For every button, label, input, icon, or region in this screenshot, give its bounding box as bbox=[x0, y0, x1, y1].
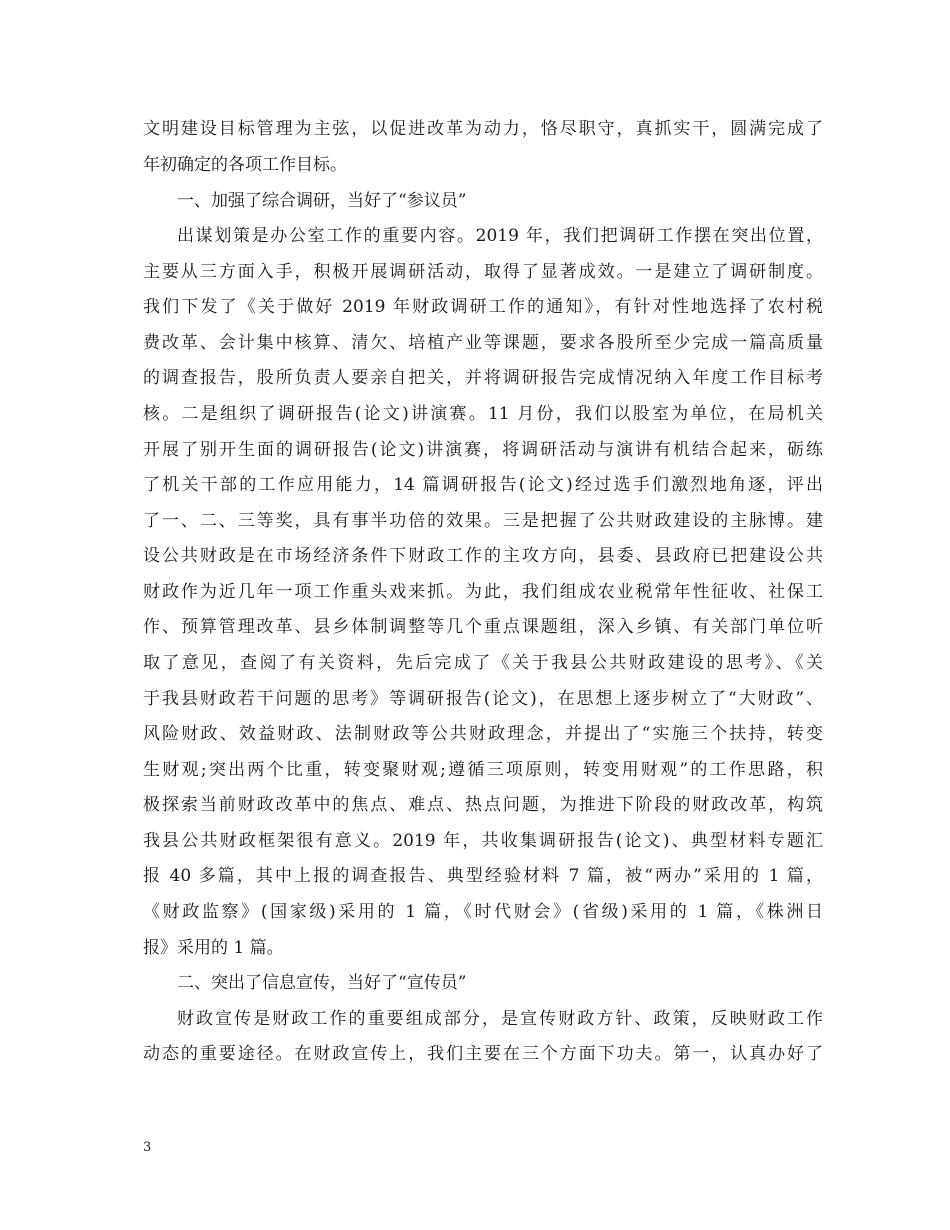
body-line: 财政宣传是财政工作的重要组成部分，是宣传财政方针、政策，反映财政工作 bbox=[177, 1009, 823, 1029]
body-line: 《财政监察》(国家级)采用的 1 篇，《时代财会》(省级)采用的 1 篇，《株洲日 bbox=[143, 902, 823, 922]
page-number: 3 bbox=[143, 1140, 152, 1155]
body-line: 于我县财政若干问题的思考》等调研报告(论文)，在思想上逐步树立了“大财政”、 bbox=[143, 689, 823, 709]
body-line: 了机关干部的工作应用能力，14 篇调研报告(论文)经过选手们激烈地角逐，评出 bbox=[143, 475, 823, 495]
body-line: 动态的重要途径。在财政宣传上，我们主要在三个方面下功夫。第一，认真办好了 bbox=[143, 1044, 823, 1064]
body-line: 开展了别开生面的调研报告(论文)讲演赛，将调研活动与演讲有机结合起来，砺练 bbox=[143, 440, 823, 460]
body-line: 了一、二、三等奖，具有事半功倍的效果。三是把握了公共财政建设的主脉博。建 bbox=[143, 511, 823, 531]
body-line: 我县公共财政框架很有意义。2019 年，共收集调研报告(论文)、典型材料专题汇 bbox=[143, 831, 823, 851]
body-line: 报 40 多篇，其中上报的调查报告、典型经验材料 7 篇，被“两办”采用的 1 篇， bbox=[143, 866, 823, 886]
body-line: 作、预算管理改革、县乡体制调整等几个重点课题组，深入乡镇、有关部门单位听 bbox=[143, 617, 823, 637]
body-line: 我们下发了《关于做好 2019 年财政调研工作的通知》，有针对性地选择了农村税 bbox=[143, 297, 823, 317]
body-line: 设公共财政是在市场经济条件下财政工作的主攻方向，县委、县政府已把建设公共 bbox=[143, 546, 823, 566]
body-line: 报》采用的 1 篇。 bbox=[143, 938, 284, 958]
body-line: 费改革、会计集中核算、清欠、培植产业等课题，要求各股所至少完成一篇高质量 bbox=[143, 333, 823, 353]
body-line: 财政作为近几年一项工作重头戏来抓。为此，我们组成农业税常年性征收、社保工 bbox=[143, 582, 823, 602]
body-line: 的调查报告，股所负责人要亲自把关，并将调研报告完成情况纳入年度工作目标考 bbox=[143, 368, 823, 388]
body-line: 风险财政、效益财政、法制财政等公共财政理念，并提出了“实施三个扶持，转变 bbox=[143, 724, 823, 744]
body-line: 核。二是组织了调研报告(论文)讲演赛。11 月份，我们以股室为单位，在局机关 bbox=[143, 404, 823, 424]
body-line: 出谋划策是办公室工作的重要内容。2019 年，我们把调研工作摆在突出位置， bbox=[177, 226, 823, 246]
body-line: 文明建设目标管理为主弦，以促进改革为动力，恪尽职守，真抓实干，圆满完成了 bbox=[143, 119, 823, 139]
body-line: 取了意见，查阅了有关资料，先后完成了《关于我县公共财政建设的思考》、《关 bbox=[143, 653, 823, 673]
body-line: 主要从三方面入手，积极开展调研活动，取得了显著成效。一是建立了调研制度。 bbox=[143, 262, 823, 282]
body-line: 极探索当前财政改革中的焦点、难点、热点问题，为推进下阶段的财政改革，构筑 bbox=[143, 795, 823, 815]
section-heading: 二、突出了信息宣传，当好了“宣传员” bbox=[177, 973, 467, 993]
body-line: 生财观;突出两个比重，转变聚财观;遵循三项原则，转变用财观”的工作思路，积 bbox=[143, 760, 823, 780]
section-heading: 一、加强了综合调研，当好了“参议员” bbox=[177, 191, 467, 211]
body-line: 年初确定的各项工作目标。 bbox=[143, 155, 347, 175]
